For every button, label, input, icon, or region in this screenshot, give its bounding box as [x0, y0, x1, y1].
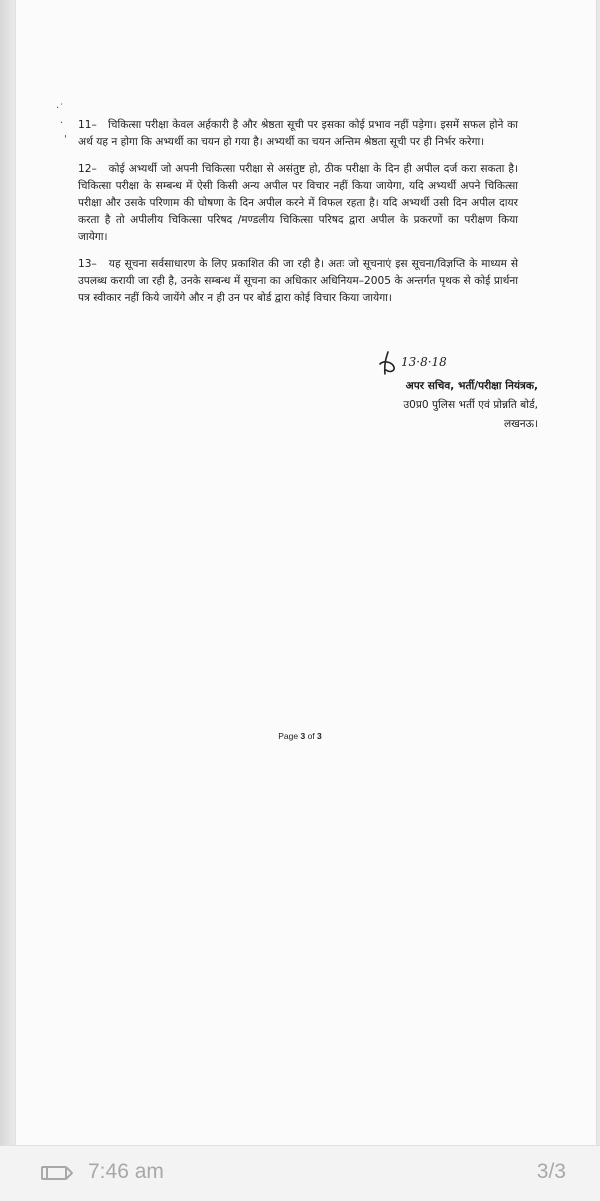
signatory-organization: उ0प्र0 पुलिस भर्ती एवं प्रोन्नति बोर्ड, — [403, 399, 538, 411]
page-footer — [0, 731, 600, 741]
scan-artifact: · — [60, 118, 64, 129]
paragraph-12 — [78, 161, 518, 246]
signature-block — [318, 352, 538, 434]
signatory-designation: अपर सचिव, भर्ती/परीक्षा नियंत्रक, — [405, 380, 538, 392]
viewer-status-bar — [0, 1145, 600, 1201]
viewer-left-edge — [0, 0, 16, 1200]
page-footer-total: 3 — [317, 731, 322, 741]
paragraph-text: कोई अभ्यर्थी जो अपनी चिकित्सा परीक्षा से असंतुष्ट हो, ठीक परीक्षा के दिन ही अपील दर्ज करा सकता है। चिकित्सा परीक्षा के सम्बन्ध में ऐसी किसी अन्य अपील पर विचार नहीं किया जायेगा, यदि अभ्यर्थी अपने चिकित्सा परीक्षा और उसके परिणाम की घोषणा के दिन अपील करने में विफल रहता है। यदि अभ्यर्थी उसी दिन अपील दायर करता है तो अपीलीय चिकित्सा परिषद /मण्डलीय चिकित्सा परिषद द्वारा अपील के प्रकरणों का परीक्षण किया जायेगा। — [78, 163, 518, 243]
paragraph-11 — [78, 117, 518, 151]
signature-date: 13·8·18 — [401, 355, 447, 369]
paragraph-number: 13– — [78, 258, 97, 270]
time-label: 7:46 am — [88, 1160, 164, 1183]
page-footer-middle: of — [305, 731, 318, 741]
document-body — [78, 117, 518, 317]
signatory-city: लखनऊ। — [503, 418, 538, 430]
page-footer-current: 3 — [300, 731, 306, 741]
scan-artifact: ·˙ — [56, 103, 65, 114]
paragraph-13 — [78, 256, 518, 307]
paragraph-number: 11– — [78, 119, 97, 131]
scan-artifact: ' — [64, 134, 67, 145]
page-counter: 3/3 — [536, 1160, 566, 1183]
paragraph-text: चिकित्सा परीक्षा केवल अर्हकारी है और श्रेष्ठता सूची पर इसका कोई प्रभाव नहीं पड़ेगा। इसमें सफल होने का अर्थ यह न होगा कि अभ्यर्थी का चयन हो गया है। अभ्यर्थी का चयन अन्तिम श्रेष्ठता सूची पर ही निर्भर करेगा। — [78, 119, 518, 148]
paragraph-number: 12– — [78, 163, 97, 175]
paragraph-text: यह सूचना सर्वसाधारण के लिए प्रकाशित की जा रही है। अतः जो सूचनाएं इस सूचना/विज्ञप्ति के माध्यम से उपलब्ध करायी जा रही है, उनके सम्बन्ध में सूचना का अधिकार अधिनियम–2005 के अन्तर्गत पृथक से कोई प्रार्थना पत्र स्वीकार नहीं किये जायेंगे और न ही उन पर बोर्ड द्वारा कोई विचार किया जायेगा। — [78, 258, 518, 304]
signature-scribble — [376, 350, 400, 376]
page-footer-prefix: Page — [278, 731, 301, 741]
pencil-icon[interactable] — [38, 1162, 74, 1184]
